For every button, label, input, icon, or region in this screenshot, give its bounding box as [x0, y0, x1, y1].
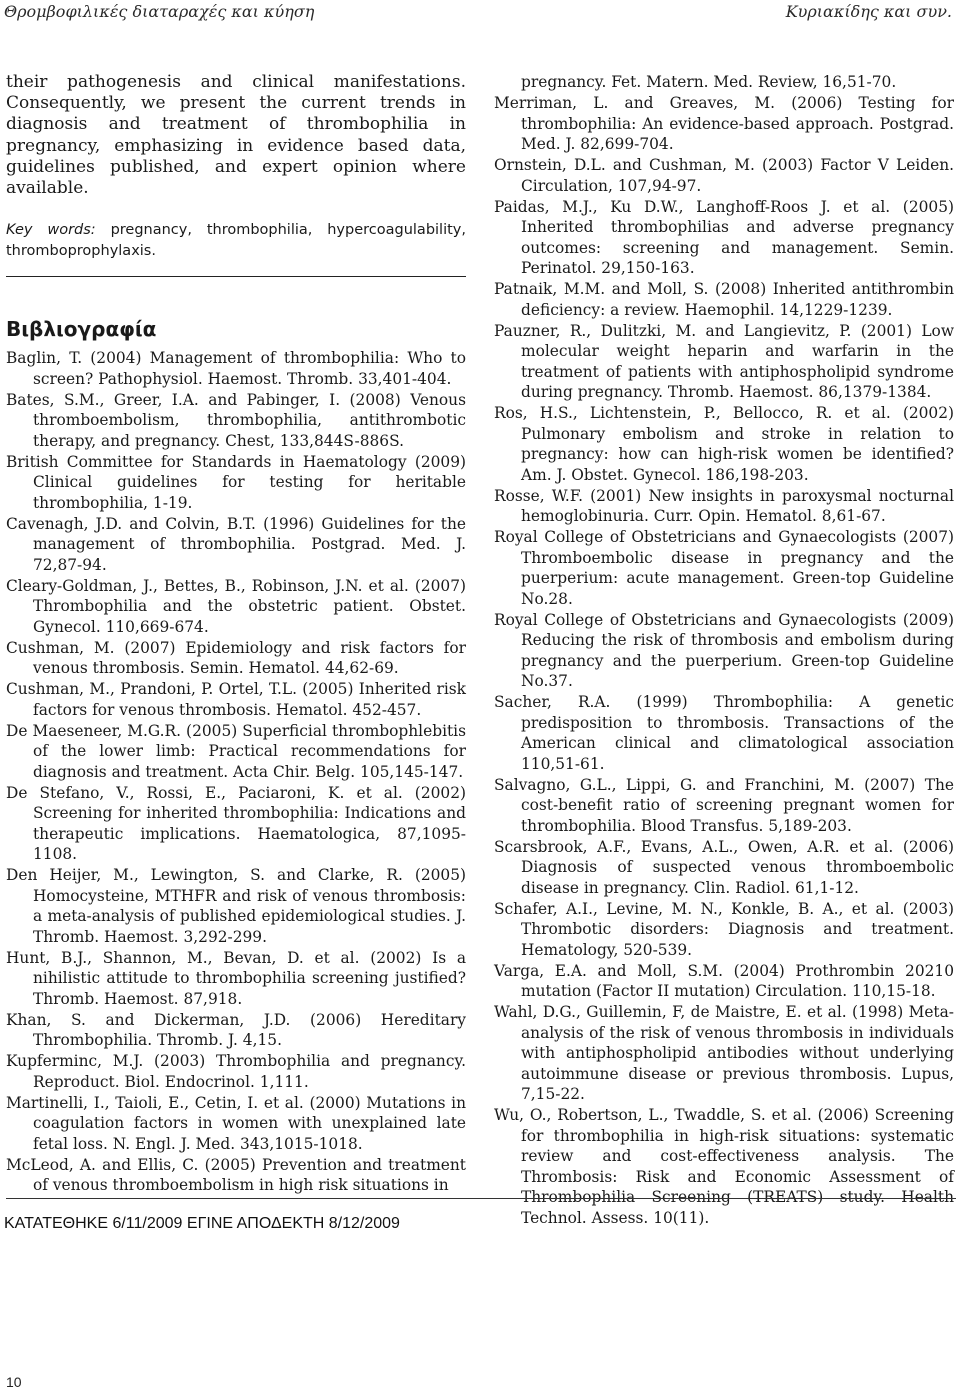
running-header-authors: Κυριακίδης και συν. [785, 2, 952, 21]
reference-item: Cushman, M. (2007) Epidemiology and risk factors for venous thrombosis. Semin. Hematol. 44,62-69. [6, 638, 466, 678]
reference-list-right [494, 72, 954, 1228]
keywords-list: pregnancy, thrombophilia, hypercoagulability, thromboprophylaxis. [6, 222, 466, 260]
reference-item: Den Heijer, M., Lewington, S. and Clarke, R. (2005) Homocysteine, MTHFR and risk of venous thrombosis: a meta-analysis of published epidemiological studies. J. Thromb. Haemost. 3,292-299. [6, 866, 466, 946]
section-divider [6, 276, 466, 277]
reference-item: Wu, O., Robertson, L., Twaddle, S. et al. (2006) Screening for thrombophilia in high-risk situations: systematic review and cost-effectiveness analysis. The Thrombosis: Risk and Economic Assessment of Thrombophilia Screening (TREATS) study. Health Technol. Assess. 10(11). [494, 1106, 954, 1227]
reference-item: Wahl, D.G., Guillemin, F, de Maistre, E. et al. (1998) Meta-analysis of the risk of venous thrombosis in individuals with antiphospholipid antibodies without underlying autoimmune disease or previous thrombosis. Lupus, 7,15-22. [494, 1003, 954, 1103]
reference-item: Paidas, M.J., Ku D.W., Langhoff-Roos J. et al. (2005) Inherited thrombophilias and adverse pregnancy outcomes: screening and management. Semin. Perinatol. 29,150-163. [494, 197, 954, 277]
reference-item: Bates, S.M., Greer, I.A. and Pabinger, I. (2008) Venous thromboembolism, thrombophilia, antithrombotic therapy, and pregnancy. Chest, 133,844S-886S. [6, 390, 466, 450]
reference-item: Martinelli, I., Taioli, E., Cetin, I. et al. (2000) Mutations in coagulation factors in women with unexplained late fetal loss. N. Engl. J. Med. 343,1015-1018. [6, 1093, 466, 1153]
left-column [6, 72, 466, 1196]
submission-dates: ΚΑΤΑΤΕΘΗΚΕ 6/11/2009 ΕΓΙΝΕ ΑΠΟΔΕΚΤΗ 8/12/2009 [4, 1215, 400, 1232]
reference-continuation: pregnancy. Fet. Matern. Med. Review, 16,51-70. [521, 73, 897, 91]
footer-divider [6, 1198, 956, 1199]
reference-item: Varga, E.A. and Moll, S.M. (2004) Prothrombin 20210 mutation (Factor II mutation) Circulation. 110,15-18. [494, 961, 954, 1000]
right-column [494, 72, 954, 1229]
reference-list-left [6, 348, 466, 1196]
reference-item: Pauzner, R., Dulitzki, M. and Langievitz, P. (2001) Low molecular weight heparin and warfarin in the treatment of patients with antiphospholipid syndrome during pregnancy. Thromb. Haemost. 86,1379-1384. [494, 321, 954, 401]
reference-item: Sacher, R.A. (1999) Thrombophilia: A genetic predisposition to thrombosis. Transactions of the American clinical and climatological association 110,51-61. [494, 693, 954, 773]
keywords-label: Key words: [6, 222, 96, 239]
reference-item: Royal College of Obstetricians and Gynaecologists (2009) Reducing the risk of thrombosis and embolism during pregnancy and the puerperium. Green-top Guideline No.37. [494, 610, 954, 690]
bibliography-heading: Βιβλιογραφία [6, 317, 157, 342]
reference-item: Kupferminc, M.J. (2003) Thrombophilia and pregnancy. Reproduct. Biol. Endocrinol. 1,111. [6, 1052, 466, 1091]
reference-item: Rosse, W.F. (2001) New insights in paroxysmal nocturnal hemoglobinuria. Curr. Opin. Hematol. 8,61-67. [494, 486, 954, 525]
reference-item: De Maeseneer, M.G.R. (2005) Superficial thrombophlebitis of the lower limb: Practical recommendations for diagnosis and treatment. Acta Chir. Belg. 105,145-147. [6, 721, 466, 781]
reference-item: Ros, H.S., Lichtenstein, P., Bellocco, R. et al. (2002) Pulmonary embolism and stroke in relation to pregnancy: how can high-risk women be identified? Am. J. Obstet. Gynecol. 186,198-203. [494, 404, 954, 484]
reference-item: Scarsbrook, A.F., Evans, A.L., Owen, A.R. et al. (2006) Diagnosis of suspected venous thromboembolic disease in pregnancy. Clin. Radiol. 61,1-12. [494, 837, 954, 897]
reference-item: Merriman, L. and Greaves, M. (2006) Testing for thrombophilia: An evidence-based approach. Postgrad. Med. J. 82,699-704. [494, 94, 954, 153]
reference-item: Patnaik, M.M. and Moll, S. (2008) Inherited antithrombin deficiency: a review. Haemophil. 14,1229-1239. [494, 280, 954, 319]
reference-item: Salvagno, G.L., Lippi, G. and Franchini, M. (2007) The cost-benefit ratio of screening pregnant women for thrombophilia. Blood Transfus. 5,189-203. [494, 775, 954, 835]
reference-item: Schafer, A.I., Levine, M. N., Konkle, B. A., et al. (2003) Thrombotic disorders: Diagnosis and treatment. Hematology, 520-539. [494, 899, 954, 959]
reference-item: De Stefano, V., Rossi, E., Paciaroni, K. et al. (2002) Screening for inherited thrombophilia: Indications and therapeutic implications. Haematologica, 87,1095-1108. [6, 783, 466, 864]
reference-item: McLeod, A. and Ellis, C. (2005) Prevention and treatment of venous thromboembolism in high risk situations in [6, 1155, 466, 1195]
reference-item: Khan, S. and Dickerman, J.D. (2006) Hereditary Thrombophilia. Thromb. J. 4,15. [6, 1010, 466, 1050]
reference-item: Ornstein, D.L. and Cushman, M. (2003) Factor V Leiden. Circulation, 107,94-97. [494, 156, 954, 195]
running-header-title: Θρομβοφιλικές διαταραχές και κύηση [4, 2, 315, 21]
reference-item: Cavenagh, J.D. and Colvin, B.T. (1996) Guidelines for the management of thrombophilia. Postgrad. Med. J. 72,87-94. [6, 514, 466, 574]
reference-item: Hunt, B.J., Shannon, M., Bevan, D. et al. (2002) Is a nihilistic attitude to thrombophilia screening justified? Thromb. Haemost. 87,918. [6, 948, 466, 1008]
reference-item: Cleary-Goldman, J., Bettes, B., Robinson, J.N. et al. (2007) Thrombophilia and the obstetric patient. Obstet. Gynecol. 110,669-674. [6, 576, 466, 636]
keywords [6, 220, 466, 262]
reference-item: British Committee for Standards in Haematology (2009) Clinical guidelines for testing for heritable thrombophilia, 1-19. [6, 452, 466, 512]
abstract-text: their pathogenesis and clinical manifestations. Consequently, we present the current trends in diagnosis and treatment of thrombophilia in pregnancy, emphasizing in evidence based data, guidelines published, and expert opinion where available. [6, 72, 466, 199]
reference-item: Baglin, T. (2004) Management of thrombophilia: Who to screen? Pathophysiol. Haemost. Thromb. 33,401-404. [6, 349, 466, 388]
page-number: 10 [6, 1374, 22, 1390]
reference-item: Cushman, M., Prandoni, P. Ortel, T.L. (2005) Inherited risk factors for venous thrombosis. Hematol. 452-457. [6, 680, 466, 719]
reference-item: Royal College of Obstetricians and Gynaecologists (2007) Thromboembolic disease in pregnancy and the puerperium: acute management. Green-top Guideline No.28. [494, 528, 954, 608]
